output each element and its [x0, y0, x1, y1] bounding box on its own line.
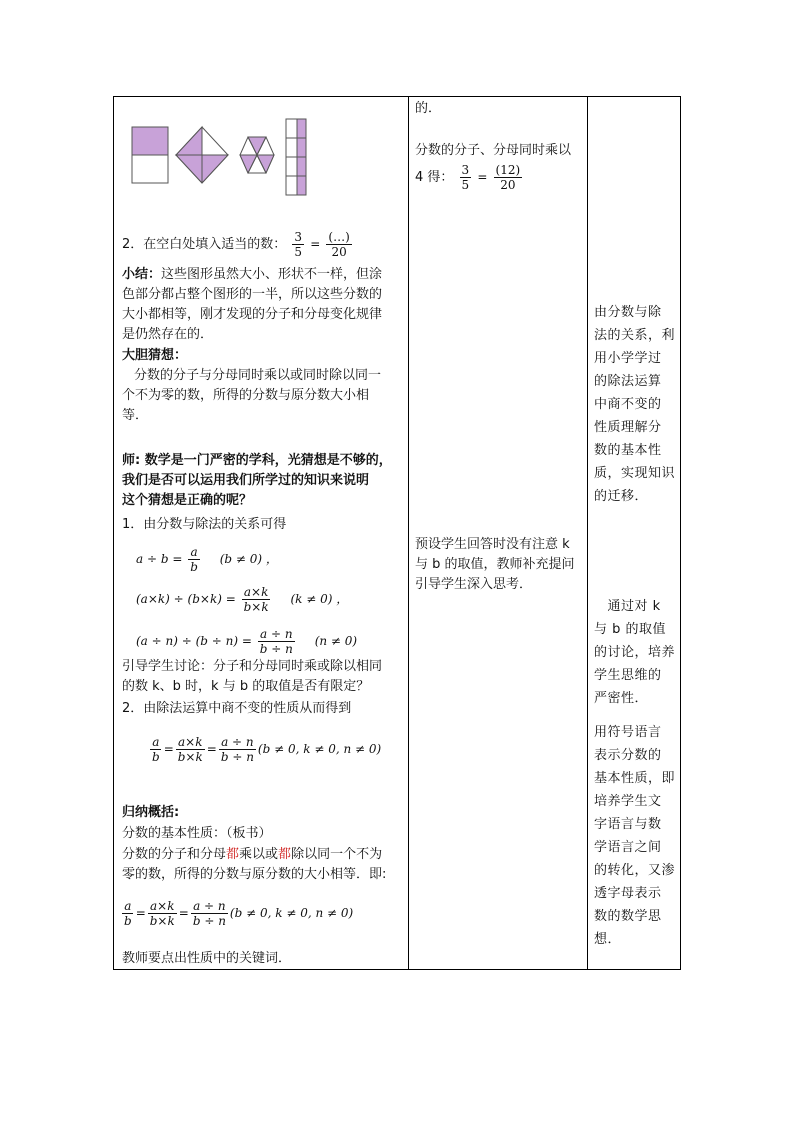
- mid-note-2: 与 b 的取值，教师补充提问: [415, 557, 575, 572]
- equation-3: (a ÷ n) ÷ (b ÷ n) = $\frac{a \div n}{b \div n}$ (n ≠ 0): [136, 627, 358, 656]
- equation-2: (a×k) ÷ (b×k) = $\frac{a\times k}{b\times k}$ (k ≠ 0) ，: [136, 585, 349, 614]
- property-line-2: 零的数，所得的分数与原分数的大小相等．即:: [122, 867, 387, 882]
- mid-line-1: 分数的分子、分母同时乘以: [415, 143, 572, 158]
- summary-line-3: 大小都相等，刚才发现的分子和分母变化规律: [122, 307, 383, 322]
- intent-block-2: 通过对 k 与 b 的取值 的讨论，培养 学生思维的 严密性．: [594, 599, 676, 706]
- induce-title: 归纳概括:: [122, 805, 180, 820]
- mid-line-2: 4 得： $\frac{3}{5}$ = $\frac{(12)}{20}$: [415, 163, 521, 192]
- teaching-process-cell: [114, 97, 409, 970]
- square-figure: [132, 127, 168, 183]
- teacher-line-2: 我们是否可以运用我们所学过的知识来说明: [122, 473, 370, 488]
- discuss-line-2: 的数 k、b 时，k 与 b 的取值是否有限定？: [122, 679, 370, 694]
- equation-4: $\frac{a}{b}$ = $\frac{a\times k}{b\times k}$ = $\frac{a \div n}{b \div n}$ (b ≠ 0, k ≠ 0, n ≠ 0): [152, 735, 382, 764]
- guess-line-3: 等．: [122, 408, 149, 423]
- student-activity-cell: [409, 97, 588, 970]
- property-line-1: 分数的分子和分母都乘以或都除以同一个不为: [122, 847, 383, 862]
- discuss-line-1: 引导学生讨论：分子和分母同时乘或除以相同: [122, 659, 383, 674]
- summary-line-2: 色部分都占整个图形的一半，所以这些分数的: [122, 287, 383, 302]
- fraction-figures: [128, 117, 308, 197]
- teacher-line-1: 师: 数学是一门严密的学科，光猜想是不够的，: [122, 453, 392, 468]
- diamond-figure: [176, 127, 228, 183]
- hexagon-figure: [240, 137, 274, 173]
- mid-note-1: 预设学生回答时没有注意 k: [415, 537, 570, 552]
- summary-line-1: 小结：这些图形虽然大小、形状不一样，但涂: [122, 267, 383, 282]
- guess-line-1: 分数的分子与分母同时乘以或同时除以同一: [134, 368, 382, 383]
- guess-line-2: 个不为零的数，所得的分数与原分数大小相: [122, 388, 370, 403]
- question-2: 2．在空白处填入适当的数： $\frac{3}{5}$ = $\frac{(\dots)}{20}$: [122, 230, 350, 259]
- guess-title: 大胆猜想：: [122, 348, 188, 363]
- lesson-table: [113, 96, 681, 970]
- teacher-line-3: 这个猜想是正确的呢？: [122, 493, 253, 508]
- property-title: 分数的基本性质：（板书）: [122, 826, 272, 841]
- intent-block-1: 由分数与除 法的关系，利 用小学学过 的除法运算 中商不变的 性质理解分 数的基本性 质，实现知识 的迁移．: [594, 305, 676, 504]
- mid-note-3: 引导学生深入思考．: [415, 577, 533, 592]
- equation-1: a ÷ b = $\frac{a}{b}$ (b ≠ 0) ，: [136, 545, 278, 574]
- design-intent-cell: [588, 97, 681, 970]
- intent-block-3: 用符号语言 表示分数的 基本性质，即 培养学生文 字语言与数 学语言之间 的转化，又渗 透字母表示 数的数学思 想．: [594, 725, 676, 947]
- equation-5: $\frac{a}{b}$ = $\frac{a\times k}{b\times k}$ = $\frac{a \div n}{b \div n}$ (b ≠ 0, k ≠ 0, n ≠ 0): [124, 899, 354, 928]
- final-note: 教师要点出性质中的关键词．: [122, 951, 292, 966]
- step-1: 1．由分数与除法的关系可得: [122, 517, 287, 532]
- summary-line-4: 是仍然存在的．: [122, 327, 214, 342]
- strip-figure: [286, 119, 306, 195]
- step-2: 2．由除法运算中商不变的性质从而得到: [122, 701, 352, 716]
- mid-top-text: 的．: [415, 101, 442, 116]
